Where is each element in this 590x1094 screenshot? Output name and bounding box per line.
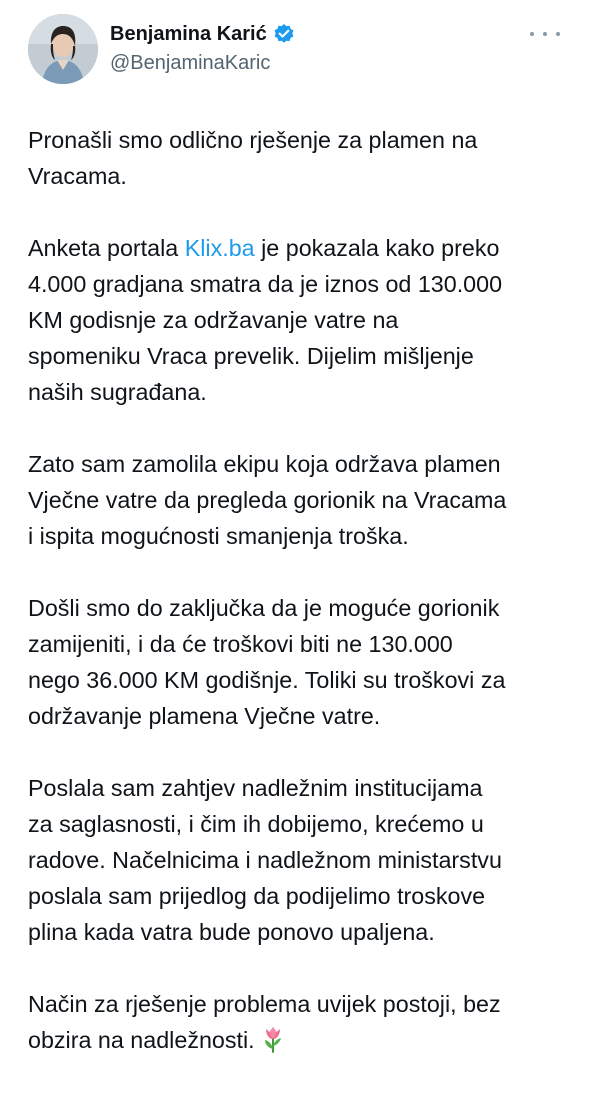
text-line: i ispita mogućnosti smanjenja troška. [28,523,409,549]
author-info [110,22,295,75]
text-line: Vracama. [28,163,127,189]
text-segment: obzira na nadležnosti. [28,1027,255,1053]
text-line: Pronašli smo odlično rješenje za plamen na [28,127,478,153]
text-line: naših sugrađana. [28,379,207,405]
text-line: radove. Načelnicima i nadležnom ministarstvu [28,847,502,873]
tweet-paragraph [28,986,573,1058]
text-line: Način za rješenje problema uvijek postoji, bez [28,991,501,1017]
tweet-paragraph [28,230,573,410]
tweet-paragraph [28,590,573,734]
tweet-paragraph [28,770,573,950]
dot-icon [543,32,547,36]
text-line [28,1022,573,1058]
text-line [28,230,573,266]
text-line: održavanje plamena Vječne vatre. [28,703,381,729]
display-name[interactable]: Benjamina Karić [110,22,267,45]
text-line: 4.000 gradjana smatra da je iznos od 130.000 [28,271,503,297]
text-line: plina kada vatra bude ponovo upaljena. [28,919,435,945]
text-line: Zato sam zamolila ekipu koja održava plamen [28,451,501,477]
text-line: poslala sam prijedlog da podijelimo troskove [28,883,486,909]
avatar[interactable] [28,14,98,84]
avatar-portrait-icon [28,14,98,84]
text-line: Vječne vatre da pregleda gorionik na Vracama [28,487,507,513]
text-line: Poslala sam zahtjev nadležnim institucijama [28,775,483,801]
text-line: Došli smo do zaključka da je moguće gorionik [28,595,500,621]
verified-badge-icon [273,23,295,45]
text-segment: Anketa portala [28,235,185,261]
tulip-icon [261,1025,285,1053]
text-line: zamijeniti, i da će troškovi biti ne 130.000 [28,631,453,657]
user-handle[interactable]: @BenjaminaKaric [110,52,271,74]
text-segment: je pokazala kako preko [254,235,500,261]
text-line: za saglasnosti, i čim ih dobijemo, krećemo u [28,811,484,837]
more-options-icon[interactable] [530,26,560,42]
text-line: KM godisnje za održavanje vatre na [28,307,399,333]
dot-icon [530,32,534,36]
dot-icon [556,32,560,36]
text-line: spomeniku Vraca prevelik. Dijelim mišljenje [28,343,474,369]
tweet-text [28,122,573,1094]
klix-link[interactable]: Klix.ba [184,235,255,261]
tweet-paragraph [28,446,573,554]
tweet-header [0,0,590,100]
text-line: nego 36.000 KM godišnje. Toliki su troškovi za [28,667,506,693]
display-name-row [110,22,295,46]
tweet-paragraph [28,122,573,194]
